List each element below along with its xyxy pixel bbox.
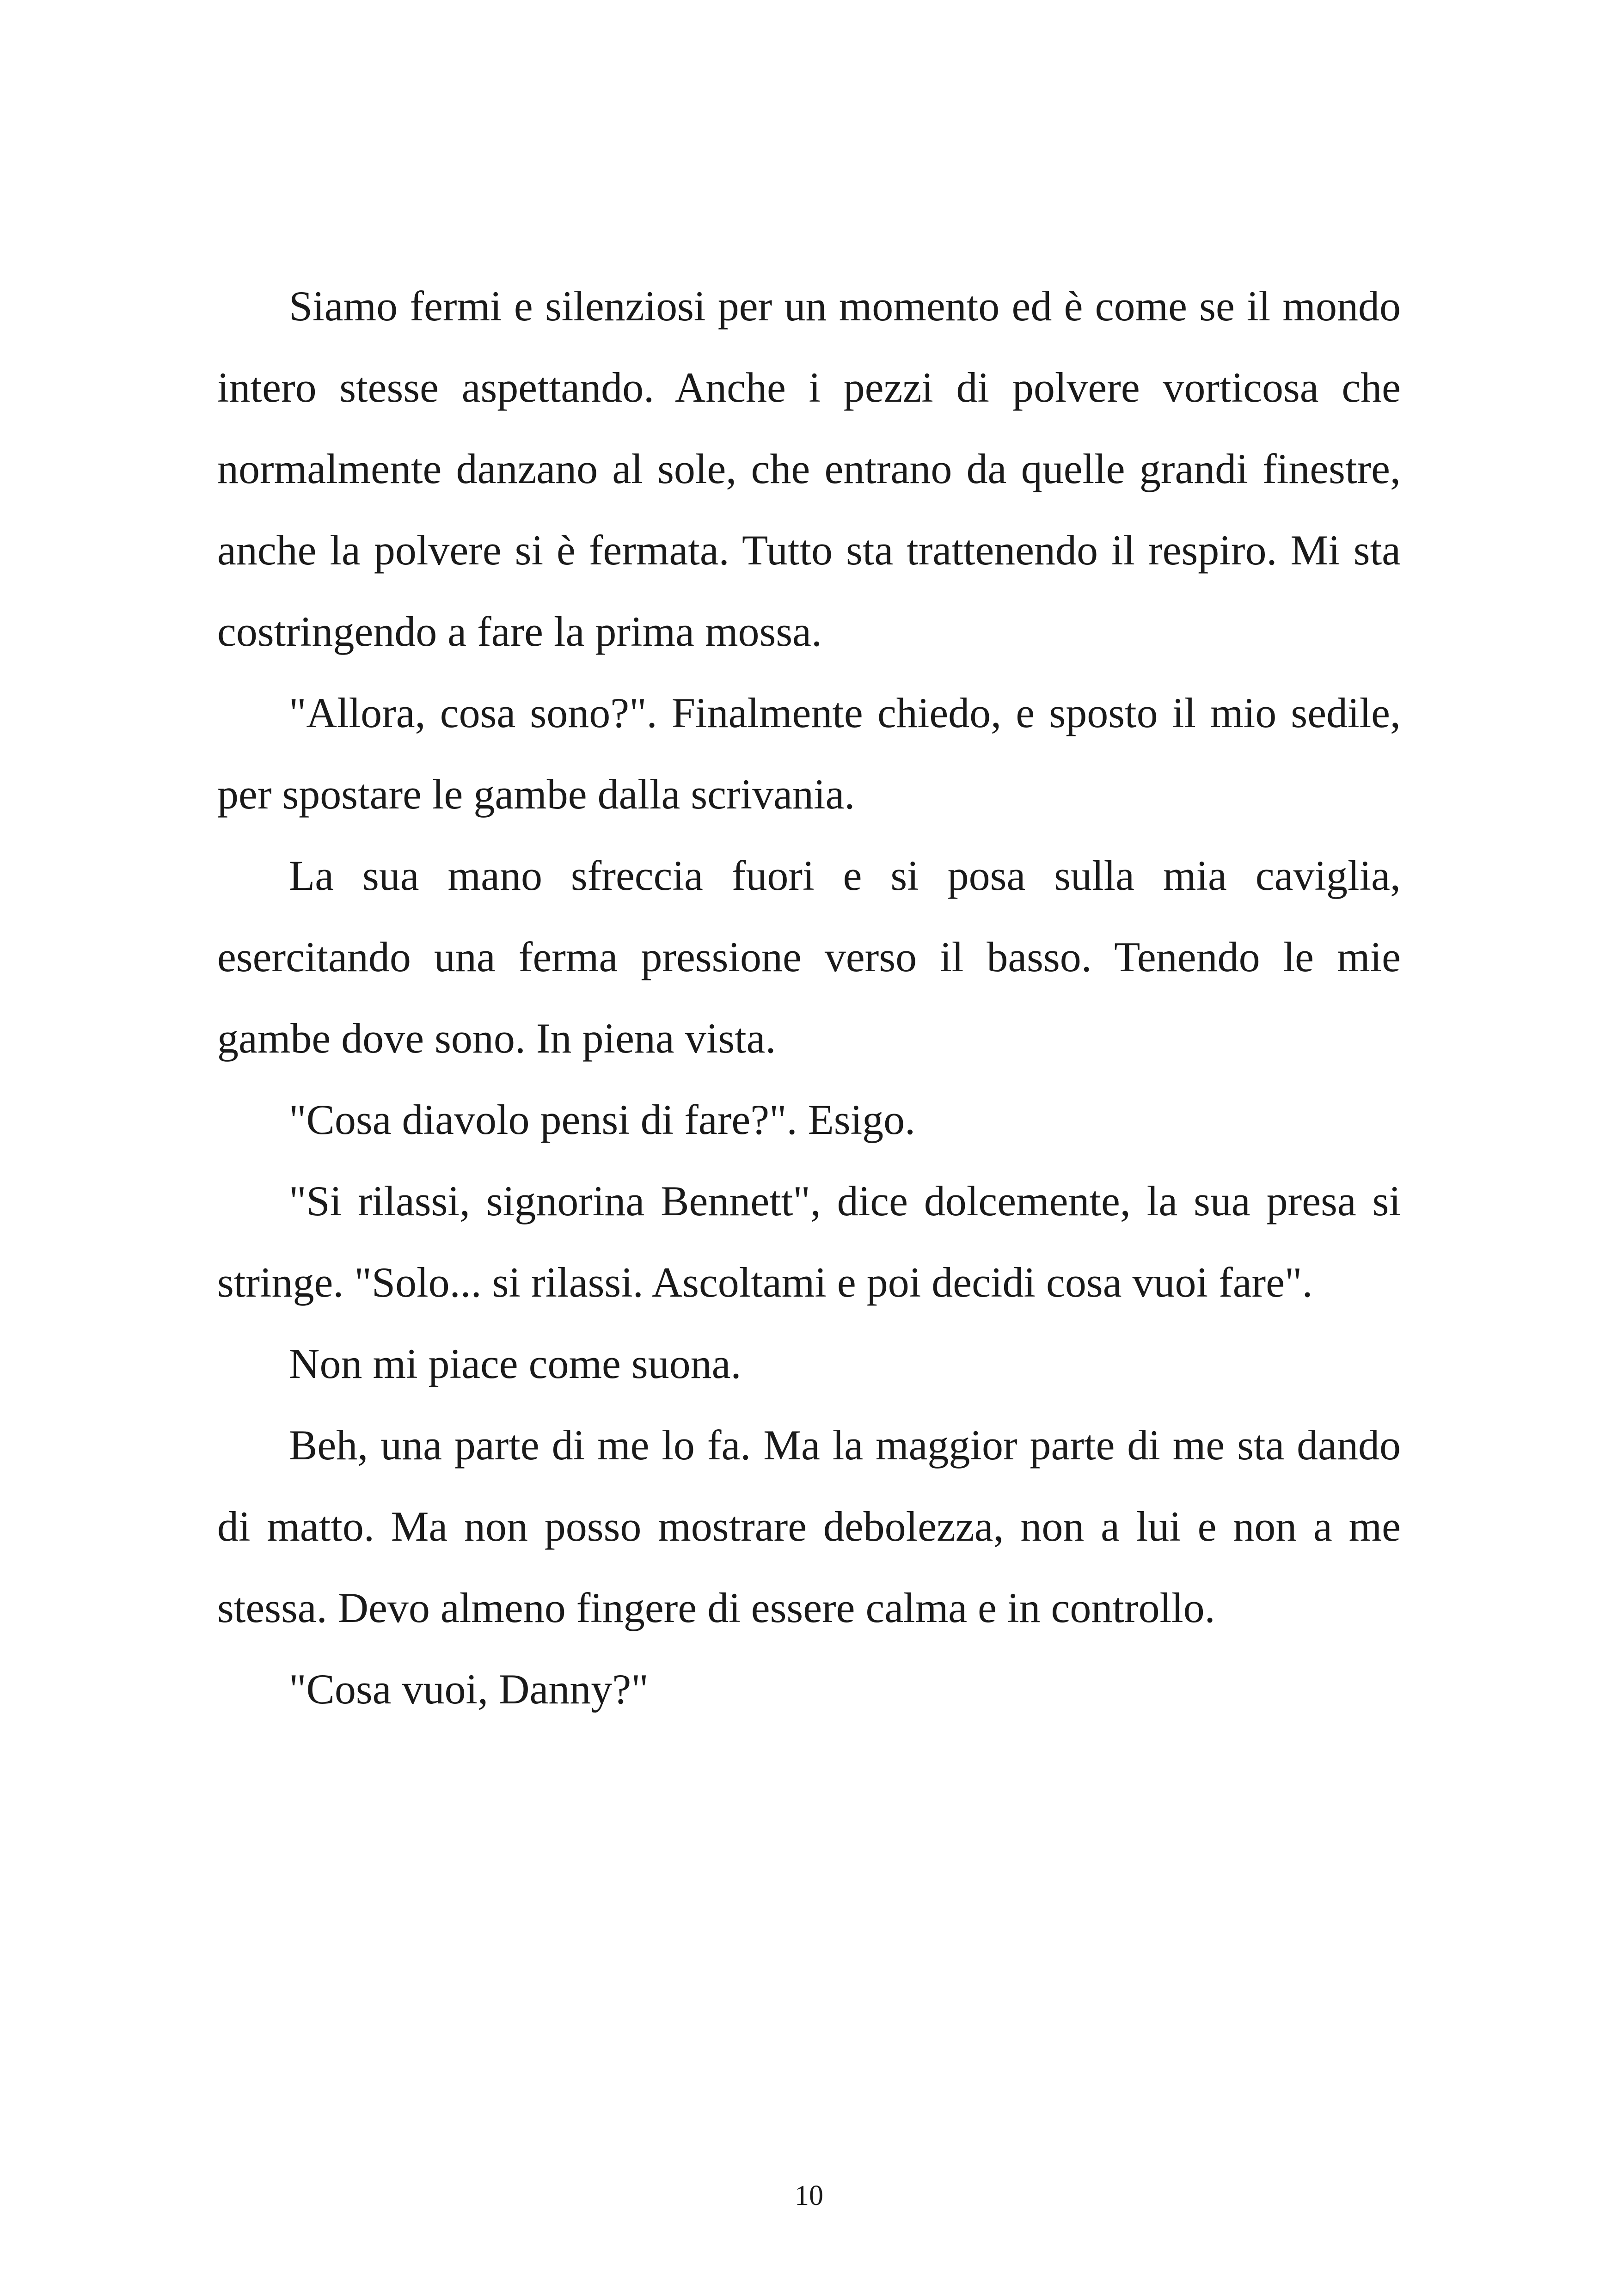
body-text <box>217 265 1401 1730</box>
paragraph-4: "Cosa diavolo pensi di fare?". Esigo. <box>289 1096 916 1143</box>
paragraph-6: Non mi piace come suona. <box>289 1340 742 1387</box>
paragraph-5: "Si rilassi, signorina Bennett", dice dolcemente, la sua presa si stringe. "Solo... si rilassi. Ascoltami e poi decidi cosa vuoi fare". <box>217 1177 1401 1306</box>
paragraph-2: "Allora, cosa sono?". Finalmente chiedo, e sposto il mio sedile, per spostare le gambe dalla scrivania. <box>217 689 1401 818</box>
paragraph-8: "Cosa vuoi, Danny?" <box>289 1665 649 1713</box>
page-number: 10 <box>795 2180 823 2211</box>
paragraph-3: La sua mano sfreccia fuori e si posa sulla mia caviglia, esercitando una ferma pressione verso il basso. Tenendo le mie gambe dove sono. In piena vista. <box>217 852 1401 1062</box>
paragraph-1: Siamo fermi e silenziosi per un momento ed è come se il mondo intero stesse aspettando. Anche i pezzi di polvere vorticosa che normalmente danzano al sole, che entrano da quelle grandi finestre, anche la polvere si è fermata. Tutto sta trattenendo il respiro. Mi sta costringendo a fare la prima mossa. <box>217 282 1401 655</box>
paragraph-7: Beh, una parte di me lo fa. Ma la maggior parte di me sta dando di matto. Ma non posso mostrare debolezza, non a lui e non a me stessa. Devo almeno fingere di essere calma e in controllo. <box>217 1421 1401 1631</box>
